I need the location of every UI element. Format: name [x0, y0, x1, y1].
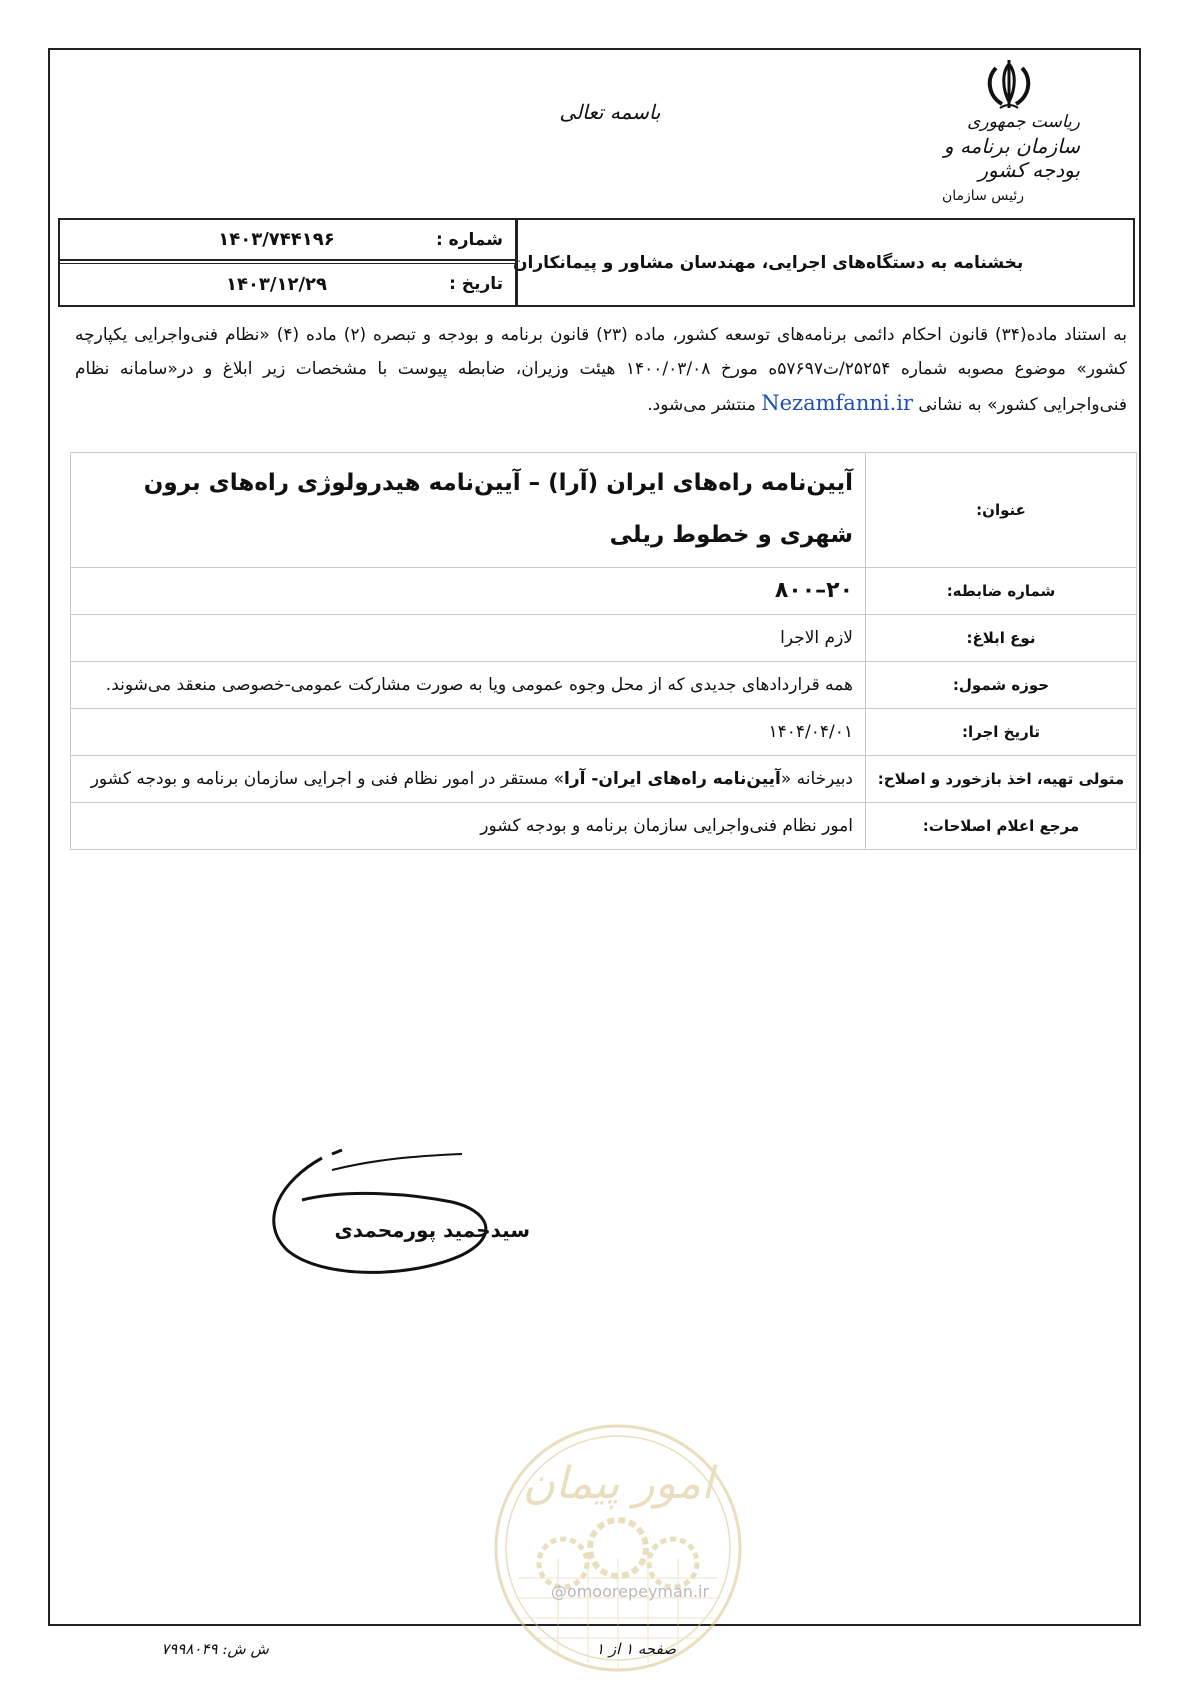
- notice-type-label: نوع ابلاغ:: [866, 615, 1137, 662]
- table-row: [71, 756, 1137, 803]
- notice-type-value: لازم الاجرا: [71, 615, 866, 662]
- correction-ref-label: مرجع اعلام اصلاحات:: [866, 803, 1137, 850]
- title-value: آیین‌نامه راه‌های ایران (آرا) – آیین‌نامه هیدرولوژی راه‌های برون شهری و خطوط ریلی: [71, 453, 866, 568]
- custodian-text-before: دبیرخانه «: [780, 769, 853, 789]
- scope-label: حوزه شمول:: [866, 662, 1137, 709]
- custodian-text-bold: آیین‌نامه راه‌های ایران- آرا: [564, 769, 781, 789]
- organization-block: [900, 112, 1080, 204]
- effective-date-label: تاریخ اجرا:: [866, 709, 1137, 756]
- correction-ref-value: امور نظام فنی‌واجرایی سازمان برنامه و بودجه کشور: [71, 803, 866, 850]
- footer-page-number: صفحه ۱ از ۱: [596, 1640, 676, 1658]
- table-row: [71, 453, 1137, 568]
- signatory-name: سیدحمید پورمحمدی: [334, 1218, 530, 1242]
- paragraph-text-after: منتشر می‌شود.: [647, 395, 762, 415]
- omoorepeyman-seal-icon: [488, 1418, 748, 1678]
- title-label: عنوان:: [866, 453, 1137, 568]
- org-name: سازمان برنامه و بودجه کشور: [943, 134, 1080, 182]
- date-value: ۱۴۰۳/۱۲/۲۹: [225, 273, 328, 295]
- iran-emblem-icon: [980, 58, 1038, 112]
- table-row: [71, 615, 1137, 662]
- code-label: شماره ضابطه:: [866, 568, 1137, 615]
- date-row: [60, 263, 515, 304]
- circular-meta: [60, 220, 518, 305]
- custodian-text-after: » مستقر در امور نظام فنی و اجرایی سازمان برنامه و بودجه کشور: [90, 769, 565, 789]
- table-row: [71, 709, 1137, 756]
- bismillah-heading: باسمه تعالی: [559, 100, 661, 124]
- nezamfanni-link[interactable]: Nezamfanni.ir: [761, 391, 914, 415]
- table-row: [71, 803, 1137, 850]
- custodian-value: [71, 756, 866, 803]
- seal-site-url: @omoorepeyman.ir: [550, 1582, 710, 1601]
- table-row: [71, 568, 1137, 615]
- date-label: تاریخ :: [449, 274, 503, 294]
- signature-scribble-icon: [262, 1140, 562, 1290]
- footer-code: ش ش: ۷۹۹۸۰۴۹: [161, 1640, 269, 1658]
- circular-recipients: بخشنامه به دستگاه‌های اجرایی، مهندسان مشاور و پیمانکاران: [513, 252, 1024, 273]
- number-label: شماره :: [435, 229, 503, 250]
- org-role: رئیس سازمان: [942, 188, 1024, 204]
- custodian-label: متولی تهیه، اخذ بازخورد و اصلاح:: [866, 756, 1137, 803]
- code-value: ۲۰–۸۰۰: [71, 568, 866, 615]
- body-paragraph: [75, 318, 1127, 422]
- table-row: [71, 662, 1137, 709]
- seal-arc-text: امور پیمان: [522, 1458, 714, 1509]
- circular-info-box: [58, 218, 1135, 307]
- number-row: [60, 220, 515, 261]
- effective-date-value: ۱۴۰۴/۰۴/۰۱: [71, 709, 866, 756]
- spec-table: [70, 452, 1137, 850]
- scope-value: همه قراردادهای جدیدی که از محل وجوه عمومی ویا به صورت مشارکت عمومی-خصوصی منعقد می‌شوند.: [71, 662, 866, 709]
- paragraph-text-before: به استناد ماده(۳۴) قانون احکام دائمی برنامه‌های توسعه کشور، ماده (۲۳) قانون برنامه و بودجه و تبصره (۲) ماده (۴) «نظام فنی‌واجرایی یکپارچه کشور» موضوع مصوبه شماره ۲۵۲۵۴/ت۵۷۶۹۷ه مورخ ۱۴۰۰/۰۳/۰۸ هیئت وزیران، ضابطه پیوست با مشخصات زیر ابلاغ و در«سامانه نظام فنی‌واجرایی کشور» به نشانی: [75, 325, 1128, 415]
- org-presidency: ریاست جمهوری: [967, 112, 1080, 132]
- number-value: ۱۴۰۳/۷۴۴۱۹۶: [218, 229, 335, 250]
